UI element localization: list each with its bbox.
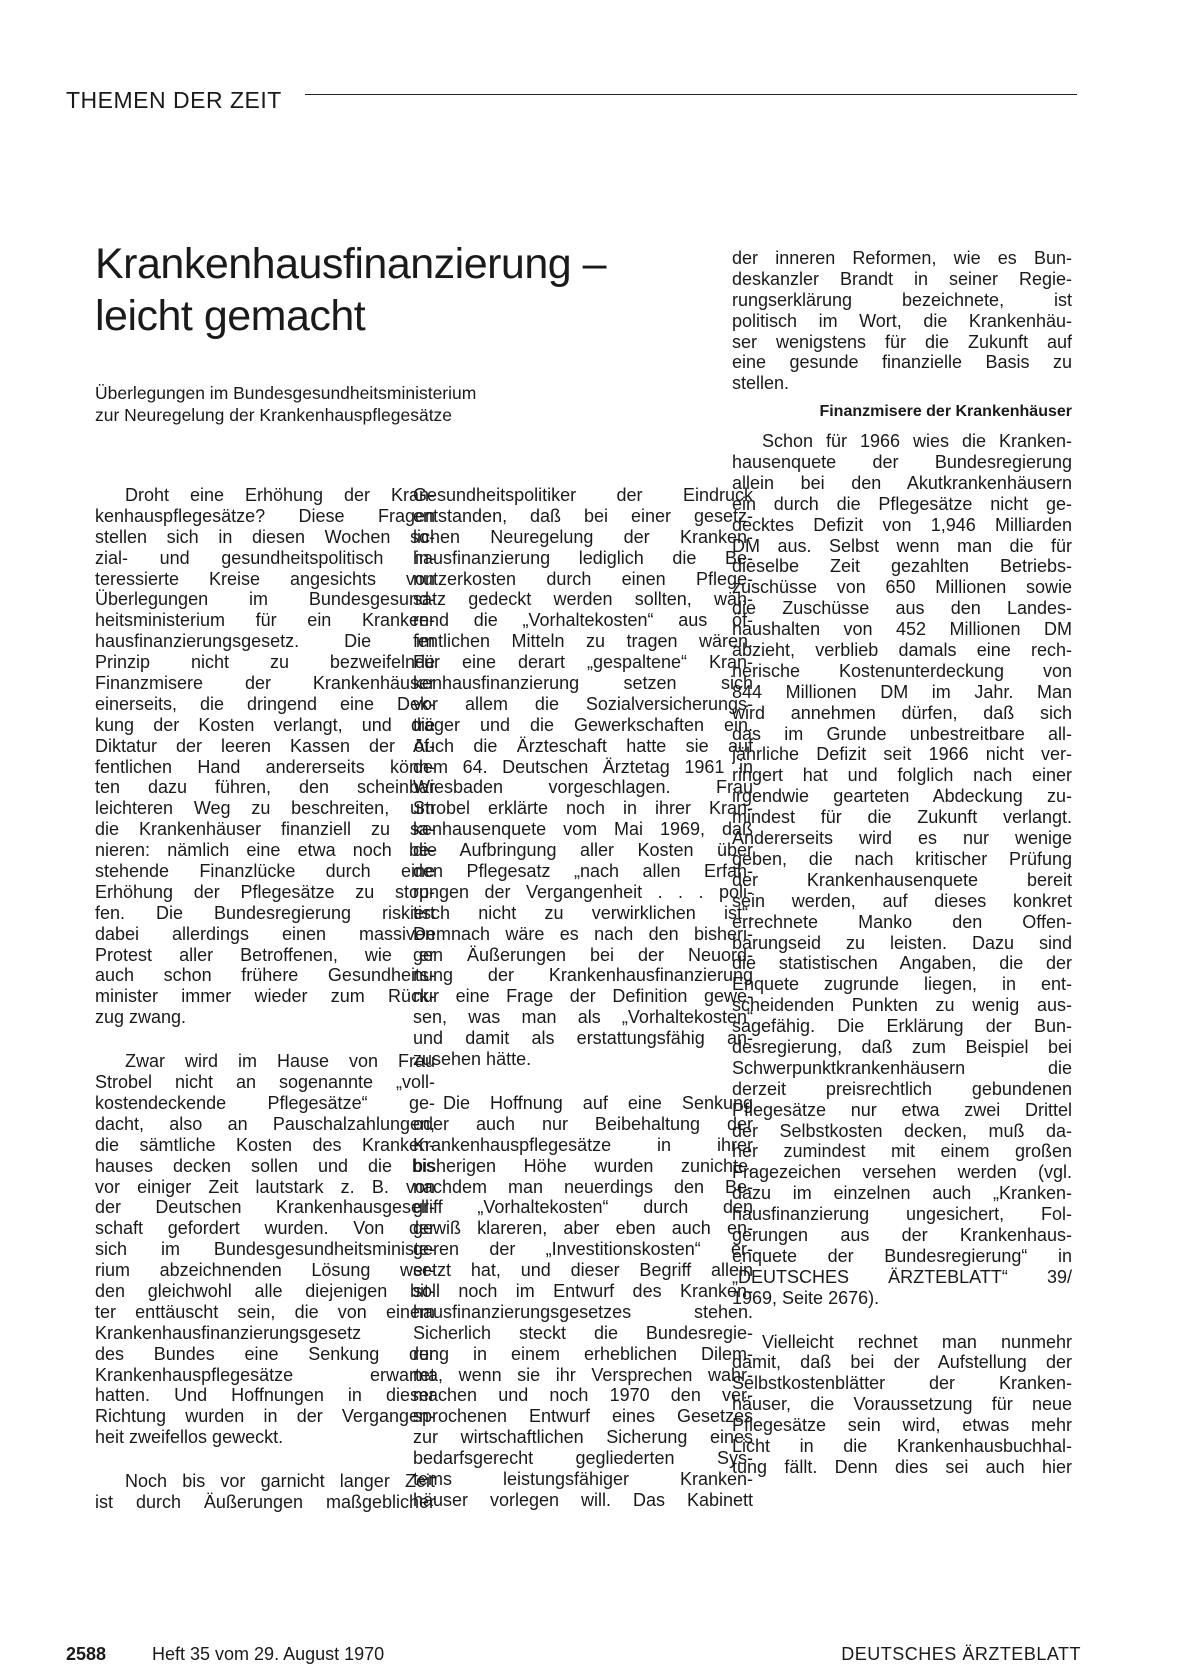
text-line: jährliche Defizit seit 1966 nicht ver- xyxy=(732,744,1072,765)
text-line: ten dazu führen, den scheinbar xyxy=(95,777,435,798)
text-line: fentlichen Mitteln zu tragen wären. xyxy=(413,631,753,652)
text-line: Erhöhung der Pflegesätze zu stop- xyxy=(95,881,435,902)
text-line: gen Äußerungen bei der Neuord- xyxy=(413,944,753,965)
text-line: enquete der Bundesregierung“ in xyxy=(732,1245,1072,1266)
text-line: abzieht, verblieb damals eine rech- xyxy=(732,640,1072,661)
text-line: stellen sich in diesen Wochen so- xyxy=(95,526,435,547)
text-line: barungseid zu leisten. Dazu sind xyxy=(732,932,1072,953)
text-line: derzeit preisrechtlich gebundenen xyxy=(732,1078,1072,1099)
text-line: die sämtliche Kosten des Kranken- xyxy=(95,1134,435,1155)
text-line: des Bundes eine Senkung der xyxy=(95,1343,435,1364)
text-line: Finanzmisere der Krankenhäuser xyxy=(95,673,435,694)
text-line: Droht eine Erhöhung der Kran- xyxy=(125,485,435,505)
text-line: kenhauspflegesätze? Diese Fragen xyxy=(95,505,435,526)
text-line: fen. Die Bundesregierung riskiert xyxy=(95,902,435,923)
text-line: decktes Defizit von 1,946 Milliarden xyxy=(732,514,1072,535)
text-line: tems leistungsfähiger Kranken- xyxy=(413,1468,753,1489)
text-column-1 xyxy=(95,485,435,1513)
text-line: zial- und gesundheitspolitisch in- xyxy=(95,547,435,568)
text-line: der inneren Reformen, wie es Bun- xyxy=(732,248,1072,268)
text-line: zuschüsse von 650 Millionen sowie xyxy=(732,577,1072,598)
text-line: griff „Vorhaltekosten“ durch den xyxy=(413,1197,753,1218)
text-line: vor einiger Zeit lautstark z. B. von xyxy=(95,1176,435,1197)
publication-name: DEUTSCHES ÄRZTEBLATT xyxy=(841,1644,1081,1664)
text-line: oder auch nur Beibehaltung der xyxy=(413,1113,753,1134)
text-line: nieren: nämlich eine etwa noch be- xyxy=(95,840,435,861)
text-line: rung in einem erheblichen Dilem- xyxy=(413,1343,753,1364)
text-line: Prinzip nicht zu bezweifelnde xyxy=(95,652,435,673)
text-line: Die Hoffnung auf eine Senkung xyxy=(443,1092,753,1113)
text-line: Wiesbaden vorgeschlagen. Frau xyxy=(413,777,753,798)
text-column-3 xyxy=(732,248,1072,1478)
header-rule xyxy=(305,94,1077,95)
text-line: Selbstkostenblätter der Kranken- xyxy=(732,1373,1072,1394)
text-line: 1969, Seite 2676). xyxy=(732,1287,880,1308)
text-line: wird annehmen dürfen, daß sich xyxy=(732,702,1072,723)
text-line: fentlichen Hand andererseits könn- xyxy=(95,756,435,777)
text-line: nur eine Frage der Definition gewe- xyxy=(413,986,753,1007)
article-subtitle-line: zur Neuregelung der Krankenhauspflegesätze xyxy=(95,405,453,425)
text-line: Richtung wurden in der Vergangen- xyxy=(95,1406,435,1427)
text-line: politisch im Wort, die Krankenhäu- xyxy=(732,310,1072,331)
text-line: bedarfsgerecht gegliederten Sys- xyxy=(413,1448,753,1469)
text-line: Noch bis vor garnicht langer Zeit xyxy=(125,1471,435,1492)
text-line: rungserklärung bezeichnete, ist xyxy=(732,289,1072,310)
text-line: den gleichwohl alle diejenigen bit- xyxy=(95,1280,435,1301)
text-line: Krankenhausfinanzierungsgesetz xyxy=(95,1322,362,1343)
text-line: träger und die Gewerkschaften ein. xyxy=(413,714,753,735)
text-line: stellen. xyxy=(732,373,790,394)
text-line: hausfinanzierung ungesichert, Fol- xyxy=(732,1204,1072,1225)
article-title-line: leicht gemacht xyxy=(95,292,366,340)
text-line: satz gedeckt werden sollten, wäh- xyxy=(413,589,753,610)
text-line: die Aufbringung aller Kosten über xyxy=(413,840,753,861)
text-line: Protest aller Betroffenen, wie er xyxy=(95,944,435,965)
section-subheading: Finanzmisere der Krankenhäuser xyxy=(819,403,1072,421)
text-line: kung der Kosten verlangt, und die xyxy=(95,714,435,735)
text-line: Licht in die Krankenhausbuchhal- xyxy=(732,1435,1072,1456)
text-line: soll noch im Entwurf des Kranken- xyxy=(413,1280,753,1301)
text-line: eine gesunde finanzielle Basis zu xyxy=(732,352,1072,373)
text-line: sein werden, auf dieses konkret xyxy=(732,890,1072,911)
text-line: der Selbstkosten decken, muß da- xyxy=(732,1120,1072,1141)
text-line: Vielleicht rechnet man nunmehr xyxy=(762,1331,1072,1352)
text-line: heit zweifellos geweckt. xyxy=(95,1427,284,1448)
text-line: her zumindest mit einem großen xyxy=(732,1141,1072,1162)
text-line: lichen Neuregelung der Kranken- xyxy=(413,526,753,547)
text-line: deskanzler Brandt in seiner Regie- xyxy=(732,268,1072,289)
text-line: dazu im einzelnen auch „Kranken- xyxy=(732,1183,1072,1204)
text-line: die statistischen Angaben, die der xyxy=(732,953,1072,974)
text-line: Pflegesätze sein wird, etwas mehr xyxy=(732,1415,1072,1436)
text-line: 844 Millionen DM im Jahr. Man xyxy=(732,681,1072,702)
text-line: schaft gefordert wurden. Von der xyxy=(95,1218,435,1239)
text-line: setzt hat, und dieser Begriff allein xyxy=(413,1260,753,1281)
text-line: errechnete Manko den Offen- xyxy=(732,911,1072,932)
text-line: geben, die nach kritischer Prüfung xyxy=(732,848,1072,869)
text-line: dabei allerdings einen massiven xyxy=(95,923,435,944)
text-line: damit, daß bei der Aufstellung der xyxy=(732,1352,1072,1373)
text-line: mindest für die Zukunft verlangt. xyxy=(732,807,1072,828)
paragraph-gap xyxy=(95,1028,435,1051)
text-line: nutzerkosten durch einen Pflege- xyxy=(413,568,753,589)
text-line: sagefähig. Die Erklärung der Bun- xyxy=(732,1016,1072,1037)
text-line: Auch die Ärzteschaft hatte sie auf xyxy=(413,735,753,756)
text-line: machen und noch 1970 den ver- xyxy=(413,1385,753,1406)
text-line: Schon für 1966 wies die Kranken- xyxy=(762,431,1072,452)
text-line: hausfinanzierungsgesetz. Die im xyxy=(95,631,435,652)
text-line: DM aus. Selbst wenn man die für xyxy=(732,535,1072,556)
text-line: tisch nicht zu verwirklichen ist“. xyxy=(413,902,753,923)
text-line: ter enttäuscht sein, die von einem xyxy=(95,1301,435,1322)
article-subtitle-line: Überlegungen im Bundesgesundheitsministerium xyxy=(95,383,477,403)
text-line: den Pflegesatz „nach allen Erfah- xyxy=(413,861,753,882)
text-line: kostendeckende Pflegesätze“ ge- xyxy=(95,1092,435,1113)
text-line: nerische Kostenunterdeckung von xyxy=(732,660,1072,681)
text-line: zusehen hätte. xyxy=(413,1049,532,1070)
article-title xyxy=(95,238,715,342)
article-subtitle xyxy=(95,382,715,426)
text-line: leichteren Weg zu beschreiten, um xyxy=(95,798,435,819)
text-line: rend die „Vorhaltekosten“ aus öf- xyxy=(413,610,753,631)
text-line: kenhausenquete vom Mai 1969, daß xyxy=(413,819,753,840)
text-line: Gesundheitspolitiker der Eindruck xyxy=(413,485,753,505)
text-line: Überlegungen im Bundesgesund- xyxy=(95,589,435,610)
text-line: sich im Bundesgesundheitsministe- xyxy=(95,1239,435,1260)
text-line: einerseits, die dringend eine Dek- xyxy=(95,693,435,714)
text-line: minister immer wieder zum Rück- xyxy=(95,986,435,1007)
text-line: hatten. Und Hoffnungen in dieser xyxy=(95,1385,435,1406)
text-line: „DEUTSCHES ÄRZTEBLATT“ 39/ xyxy=(732,1266,1072,1287)
text-line: Demnach wäre es nach den bisheri- xyxy=(413,923,753,944)
text-line: teressierte Kreise angesichts von xyxy=(95,568,435,589)
text-line: Sicherlich steckt die Bundesregie- xyxy=(413,1322,753,1343)
text-line: Diktatur der leeren Kassen der öf- xyxy=(95,735,435,756)
text-line: die Krankenhäuser finanziell zu sa- xyxy=(95,819,435,840)
text-line: bisherigen Höhe wurden zunichte, xyxy=(413,1155,753,1176)
text-line: ein durch die Pflegesätze nicht ge- xyxy=(732,493,1072,514)
text-line: häuser vorlegen will. Das Kabinett xyxy=(413,1489,753,1510)
text-line: rungen der Vergangenheit . . . poli- xyxy=(413,881,753,902)
text-line: haushalten von 452 Millionen DM xyxy=(732,619,1072,640)
paragraph-gap xyxy=(95,1448,435,1471)
text-line: Für eine derart „gespaltene“ Kran- xyxy=(413,652,753,673)
text-line: und damit als erstattungsfähig an- xyxy=(413,1028,753,1049)
page-number: 2588 xyxy=(66,1644,107,1664)
text-line: stehende Finanzlücke durch eine xyxy=(95,861,435,882)
text-line: scheidenden Punkten zu wenig aus- xyxy=(732,995,1072,1016)
text-line: hausfinanzierung lediglich die Be- xyxy=(413,547,753,568)
text-line: gerungen aus der Krankenhaus- xyxy=(732,1224,1072,1245)
text-line: Enquete zugrunde liegen, in ent- xyxy=(732,974,1072,995)
text-line: entstanden, daß bei einer gesetz- xyxy=(413,505,753,526)
text-line: dieselbe Zeit gezahlten Betriebs- xyxy=(732,556,1072,577)
text-line: Strobel erklärte noch in ihrer Kran- xyxy=(413,798,753,819)
text-line: allein bei den Akutkrankenhäusern xyxy=(732,472,1072,493)
text-line: häuser, die Voraussetzung für neue xyxy=(732,1394,1072,1415)
text-line: nung der Krankenhausfinanzierung xyxy=(413,965,753,986)
section-label: THEMEN DER ZEIT xyxy=(66,87,282,113)
text-line: heitsministerium für ein Kranken- xyxy=(95,610,435,631)
text-line: Schwerpunktkrankenhäusern die xyxy=(732,1057,1072,1078)
text-column-2 xyxy=(413,485,753,1511)
text-line: ist durch Äußerungen maßgeblicher xyxy=(95,1491,435,1512)
text-line: hausenquete der Bundesregierung xyxy=(732,452,1072,473)
issue-info: Heft 35 vom 29. August 1970 xyxy=(152,1644,385,1664)
text-line: Andererseits wird es nur wenige xyxy=(732,828,1072,849)
text-line: hausfinanzierungsgesetzes stehen. xyxy=(413,1301,753,1322)
text-line: geren der „Investitionskosten“ er- xyxy=(413,1239,753,1260)
text-line: Zwar wird im Hause von Frau xyxy=(125,1051,435,1072)
text-line: rium abzeichnenden Lösung wer- xyxy=(95,1260,435,1281)
text-line: sen, was man als „Vorhaltekosten“ xyxy=(413,1007,753,1028)
text-line: dacht, also an Pauschalzahlungen, xyxy=(95,1113,435,1134)
text-line: auch schon frühere Gesundheits- xyxy=(95,965,435,986)
text-line: ringert hat und folglich nach einer xyxy=(732,765,1072,786)
text-line: die Zuschüsse aus den Landes- xyxy=(732,598,1072,619)
text-line: Krankenhauspflegesätze in ihrer xyxy=(413,1134,753,1155)
text-line: das im Grunde unbestreitbare all- xyxy=(732,723,1072,744)
text-line: zur wirtschaftlichen Sicherung eines xyxy=(413,1427,753,1448)
text-line: Strobel nicht an sogenannte „voll- xyxy=(95,1072,435,1093)
text-line: Krankenhauspflegesätze erwartet xyxy=(95,1364,435,1385)
text-line: sprochenen Entwurf eines Gesetzes xyxy=(413,1406,753,1427)
text-line: vor allem die Sozialversicherungs- xyxy=(413,693,753,714)
text-line: ma, wenn sie ihr Versprechen wahr- xyxy=(413,1364,753,1385)
text-line: der Deutschen Krankenhausgesell- xyxy=(95,1197,435,1218)
text-line: zug zwang. xyxy=(95,1007,187,1028)
text-line: hauses decken sollen und die bis xyxy=(95,1155,435,1176)
text-line: der Krankenhausenquete bereit xyxy=(732,869,1072,890)
text-line: gewiß klareren, aber eben auch en- xyxy=(413,1218,753,1239)
text-line: Fragezeichen versehen werden (vgl. xyxy=(732,1162,1072,1183)
article-title-line: Krankenhausfinanzierung – xyxy=(95,240,607,288)
text-line: tung fällt. Denn dies sei auch hier xyxy=(732,1456,1072,1477)
text-line: dem 64. Deutschen Ärztetag 1961 in xyxy=(413,756,753,777)
text-line: kenhausfinanzierung setzen sich xyxy=(413,673,753,694)
paragraph-gap xyxy=(413,1070,753,1093)
paragraph-gap xyxy=(732,1309,1072,1332)
text-line: nachdem man neuerdings den Be- xyxy=(413,1176,753,1197)
text-line: desregierung, daß zum Beispiel bei xyxy=(732,1036,1072,1057)
text-line: Pflegesätze nur etwa zwei Drittel xyxy=(732,1099,1072,1120)
text-line: irgendwie gearteten Abdeckung zu- xyxy=(732,786,1072,807)
text-line: ser wenigstens für die Zukunft auf xyxy=(732,331,1072,352)
